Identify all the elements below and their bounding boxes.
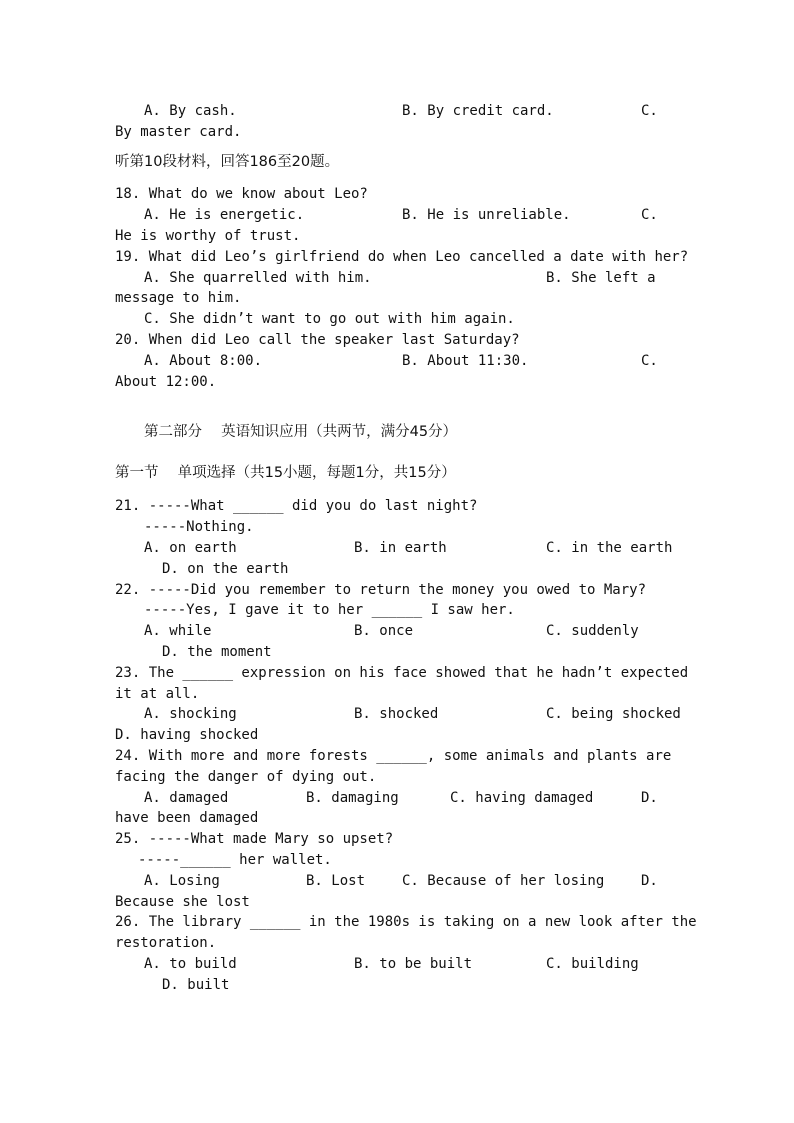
q21-option-d: D. on the earth: [162, 561, 289, 577]
q19-option-a: A. She quarrelled with him.: [144, 270, 372, 286]
q23-option-b: B. shocked: [354, 706, 439, 722]
q23-stem-cont: it at all.: [115, 686, 200, 702]
q25-option-c: C. Because of her losing: [402, 873, 605, 889]
q22-option-c: C. suddenly: [546, 623, 639, 639]
q26-option-a: A. to build: [144, 956, 237, 972]
q24-stem: 24. With more and more forests ______, some animals and plants are: [115, 748, 672, 764]
q17-option-c: C.: [641, 103, 658, 119]
q26-option-d: D. built: [162, 977, 230, 993]
q23-stem: 23. The ______ expression on his face showed that he hadn’t expected: [115, 665, 689, 681]
q20-option-c-text: About 12:00.: [115, 374, 217, 390]
q19-stem: 19. What did Leo’s girlfriend do when Leo cancelled a date with her?: [115, 249, 689, 265]
q24-option-c: C. having damaged: [450, 790, 594, 806]
q20-option-c: C.: [641, 353, 658, 369]
part2-heading: 第二部分 英语知识应用（共两节，满分45分）: [144, 424, 458, 440]
q18-option-a: A. He is energetic.: [144, 207, 305, 223]
q24-option-a: A. damaged: [144, 790, 229, 806]
q22-option-a: A. while: [144, 623, 212, 639]
q17-option-c-text: By master card.: [115, 124, 242, 140]
section1-heading: 第一节 单项选择（共15小题，每题1分，共15分）: [115, 465, 456, 481]
q21-option-b: B. in earth: [354, 540, 447, 556]
q22-option-d: D. the moment: [162, 644, 272, 660]
q21-option-c: C. in the earth: [546, 540, 673, 556]
q24-option-d-text: have been damaged: [115, 810, 259, 826]
q23-option-a: A. shocking: [144, 706, 237, 722]
q24-option-b: B. damaging: [306, 790, 399, 806]
q26-option-c: C. building: [546, 956, 639, 972]
q17-option-a: A. By cash.: [144, 103, 237, 119]
q23-option-c: C. being shocked: [546, 706, 681, 722]
q20-option-a: A. About 8:00.: [144, 353, 263, 369]
q25-option-d-text: Because she lost: [115, 894, 250, 910]
listening-instruction: 听第10段材料，回答186至20题。: [115, 154, 340, 170]
q20-stem: 20. When did Leo call the speaker last Saturday?: [115, 332, 520, 348]
q22-reply: -----Yes, I gave it to her ______ I saw her.: [144, 602, 515, 618]
q25-reply: -----______ her wallet.: [138, 852, 332, 868]
q25-stem: 25. -----What made Mary so upset?: [115, 831, 394, 847]
q17-option-b: B. By credit card.: [402, 103, 554, 119]
q25-option-b: B. Lost: [306, 873, 366, 889]
q20-option-b: B. About 11:30.: [402, 353, 529, 369]
q23-option-d: D. having shocked: [115, 727, 259, 743]
q26-option-b: B. to be built: [354, 956, 473, 972]
q21-reply: -----Nothing.: [144, 519, 254, 535]
q26-stem: 26. The library ______ in the 1980s is taking on a new look after the: [115, 914, 697, 930]
q19-option-c: C. She didn’t want to go out with him again.: [144, 311, 515, 327]
q25-option-a: A. Losing: [144, 873, 220, 889]
q22-option-b: B. once: [354, 623, 414, 639]
q18-option-c-text: He is worthy of trust.: [115, 228, 301, 244]
q19-option-b-text: message to him.: [115, 290, 242, 306]
q18-option-b: B. He is unreliable.: [402, 207, 571, 223]
q19-option-b: B. She left a: [546, 270, 656, 286]
q26-stem-cont: restoration.: [115, 935, 217, 951]
q18-option-c: C.: [641, 207, 658, 223]
q21-stem: 21. -----What ______ did you do last night?: [115, 498, 478, 514]
q18-stem: 18. What do we know about Leo?: [115, 186, 368, 202]
q25-option-d: D.: [641, 873, 658, 889]
q24-option-d: D.: [641, 790, 658, 806]
q22-stem: 22. -----Did you remember to return the money you owed to Mary?: [115, 582, 647, 598]
q24-stem-cont: facing the danger of dying out.: [115, 769, 377, 785]
q21-option-a: A. on earth: [144, 540, 237, 556]
